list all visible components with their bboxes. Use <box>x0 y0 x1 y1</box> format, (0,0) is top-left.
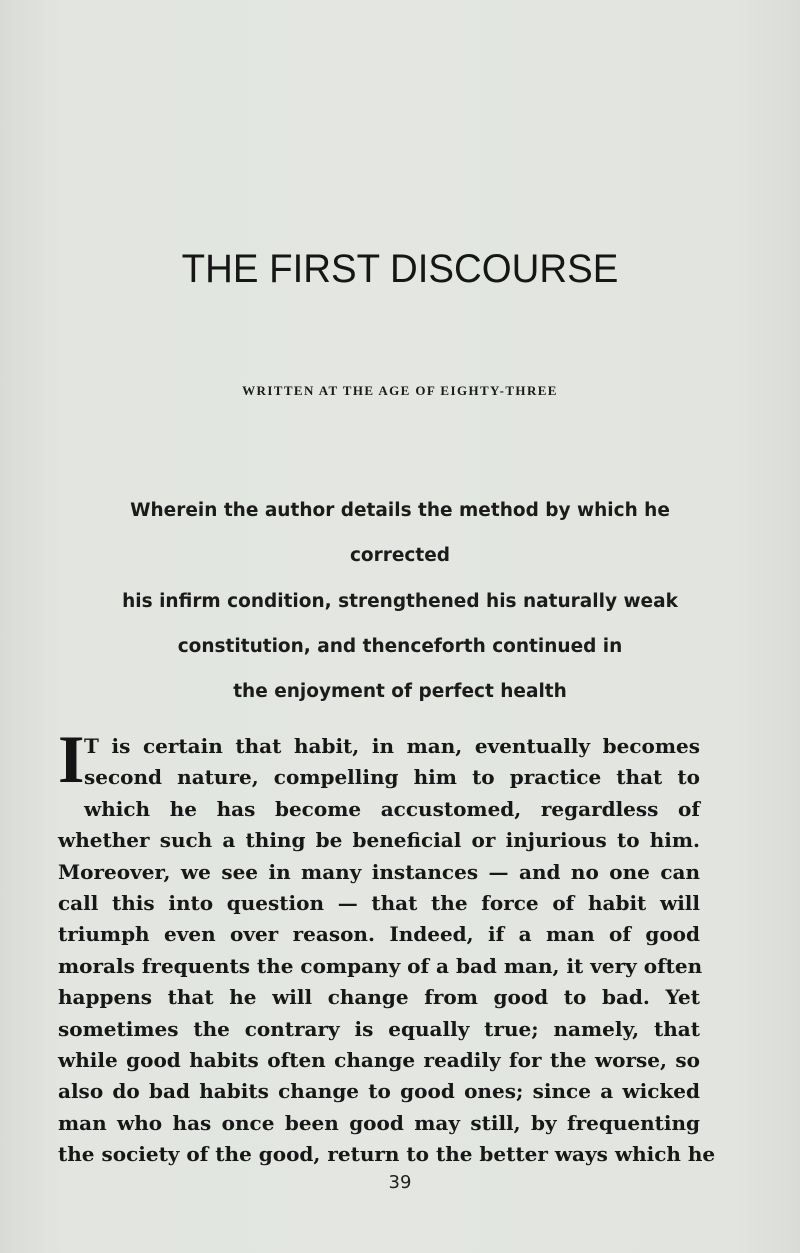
body-line: T is certain that habit, in man, eventually becomes <box>84 734 700 758</box>
body-line: morals frequents the company of a bad man, it very often <box>58 953 703 978</box>
page-title: THE FIRST DISCOURSE <box>181 247 619 291</box>
page-number: 39 <box>388 1172 412 1193</box>
body-line: man who has once been good may still, by frequenting <box>58 1110 700 1135</box>
body-line: also do bad habits change to good ones; since a wicked <box>58 1079 700 1104</box>
body-line: happens that he will change from good to bad. Yet <box>58 985 700 1010</box>
summary-line: the enjoyment of perfect health <box>233 681 567 703</box>
chapter-summary <box>100 488 700 714</box>
page-subtitle: WRITTEN AT THE AGE OF EIGHTY-THREE <box>242 383 558 398</box>
body-line: triumph even over reason. Indeed, if a man of good <box>58 922 700 947</box>
body-line: while good habits often change readily for the worse, so <box>58 1048 700 1073</box>
body-line: call this into question — that the force of habit will <box>58 891 700 916</box>
summary-line: constitution, and thenceforth continued in <box>177 635 623 657</box>
body-line: second nature, compelling him to practice that to <box>84 765 700 790</box>
body-paragraph <box>58 721 716 1171</box>
summary-line: Wherein the author details the method by which he corrected <box>130 500 670 567</box>
body-line: Moreover, we see in many instances — and no one can <box>58 859 700 884</box>
drop-cap: I <box>58 721 85 797</box>
body-line: whether such a thing be beneficial or injurious to him. <box>58 828 700 853</box>
summary-line: his infirm condition, strengthened his naturally weak <box>122 590 678 612</box>
body-line: the society of the good, return to the better ways which he <box>58 1142 716 1167</box>
body-line: sometimes the contrary is equally true; namely, that <box>58 1016 700 1041</box>
body-line: which he has become accustomed, regardless of <box>84 796 700 821</box>
